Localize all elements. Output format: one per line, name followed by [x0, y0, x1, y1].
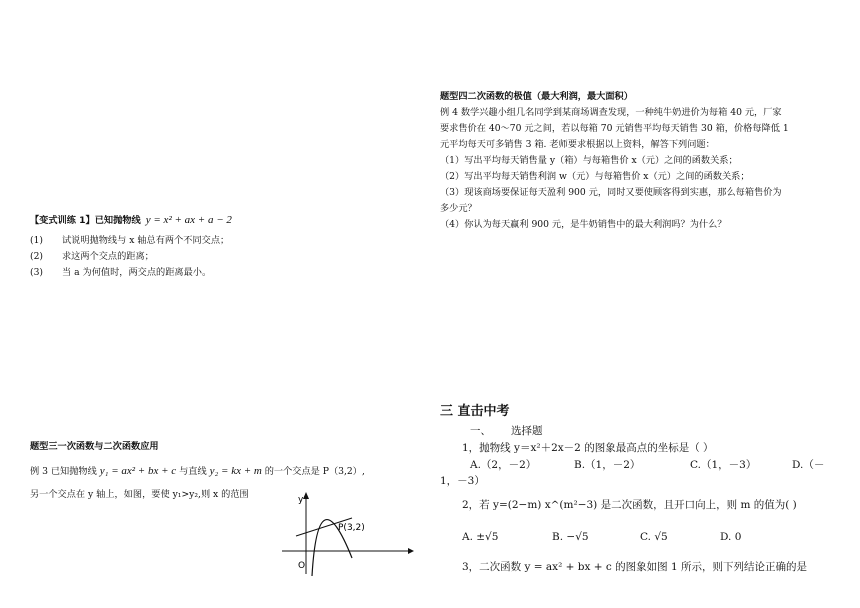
option-d: D.（－ — [792, 459, 825, 471]
y-axis-arrow-icon — [303, 492, 309, 499]
section4-line: （1）写出平均每天销售量 y（箱）与每箱售价 x（元）之间的函数关系； — [440, 155, 738, 166]
section3-text: 的一个交点是 P（3,2）, — [264, 466, 365, 477]
option-a: A.（2，－2） — [470, 459, 537, 471]
section4-line: 多少元？ — [440, 203, 477, 214]
section3-line2: 另一个交点在 y 轴上，如图，要使 y₁>y₂,则 x 的范围 — [30, 489, 249, 500]
option-d: D. 0 — [720, 531, 742, 543]
option-b: B. −√5 — [552, 531, 589, 543]
section3-text: 与直线 — [179, 466, 207, 477]
question-1: 1，抛物线 y＝x²＋2x－2 的图象最高点的坐标是（ ） — [462, 442, 714, 454]
question-2: 2，若 y=(2−m) x^(m²−3) 是二次函数，且开口向上，则 m 的值为( ) — [462, 499, 797, 511]
point-p-label: P(3,2) — [338, 523, 365, 533]
variant-item-text: 试说明抛物线与 x 轴总有两个不同交点； — [62, 235, 230, 246]
variant-heading — [30, 208, 232, 227]
zhongkao-title: 三 直击中考 — [440, 404, 510, 419]
variant-item-num: (2) — [30, 251, 44, 262]
section3-formula-line: y₂ = kx + m — [209, 465, 262, 477]
option-b: B.（1，－2） — [574, 459, 641, 471]
zhongkao-subheading: 一、 选择题 — [470, 425, 543, 437]
section3-text: 例 3 已知抛物线 — [30, 466, 97, 477]
option-a: A. ±√5 — [462, 531, 499, 543]
x-axis-arrow-icon — [408, 548, 414, 554]
question-3: 3，二次函数 y = ax² + bx + c 的图象如图 1 所示，则下列结论正确的是 — [462, 561, 807, 573]
section4-line: （3）现该商场要保证每天盈利 900 元，同时又要使顾客得到实惠，那么每箱售价为 — [440, 187, 782, 198]
variant-formula: y = x² + ax + a − 2 — [145, 214, 232, 226]
origin-label: O — [298, 561, 306, 571]
question-1-wrap: 1，－3） — [440, 475, 485, 487]
section4-line: 例 4 数学兴趣小组几名同学到某商场调查发现，一种纯牛奶进价为每箱 40 元，厂家 — [440, 107, 782, 118]
y-axis-label: y — [298, 495, 304, 505]
variant-item — [30, 234, 229, 247]
variant-item — [30, 250, 154, 263]
section3-line1 — [30, 465, 365, 478]
variant-item — [30, 266, 211, 279]
section4-line: （4）你认为每天赢利 900 元，是牛奶销售中的最大利润吗？为什么？ — [440, 219, 727, 230]
variant-item-text: 当 a 为何值时，两交点的距离最小。 — [62, 267, 212, 278]
variant-title: 【变式训练 1】已知抛物线 — [30, 215, 141, 226]
section4-line: 元平均每天可多销售 3 箱. 老师要求根据以上资料，解答下列问题： — [440, 139, 715, 150]
option-c: C.（1，－3） — [690, 459, 757, 471]
section4-title: 题型四二次函数的极值（最大利润，最大面积） — [440, 91, 633, 102]
variant-item-num: (3) — [30, 267, 44, 278]
variant-item-text: 求这两个交点的距离； — [62, 251, 154, 262]
section3-title: 题型三一次函数与二次函数应用 — [30, 441, 159, 452]
section4-line: （2）写出平均每天销售利润 w（元）与每箱售价 x（元）之间的函数关系； — [440, 171, 750, 182]
option-c: C. √5 — [640, 531, 668, 543]
variant-item-num: (1) — [30, 235, 44, 246]
section3-formula-parabola: y₁ = ax² + bx + c — [99, 465, 177, 477]
section4-line: 要求售价在 40～70 元之间，若以每箱 70 元销售平均每天销售 30 箱，价格每降低 1 — [440, 123, 789, 134]
parabola-line-graph — [280, 488, 420, 576]
